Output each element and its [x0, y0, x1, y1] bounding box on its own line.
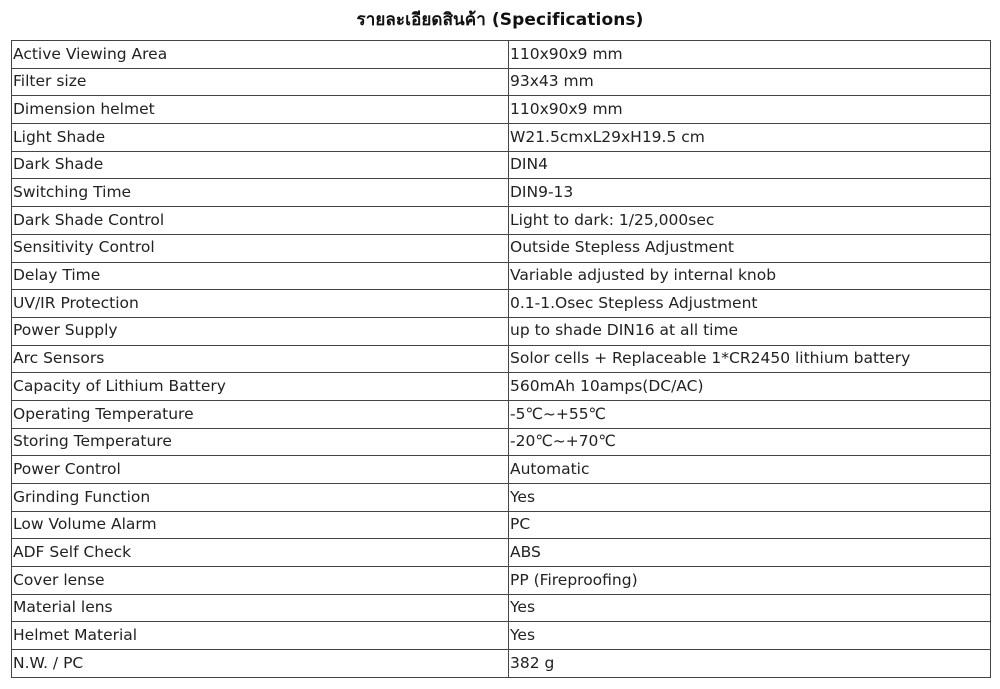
spec-label: Dark Shade Control: [12, 207, 509, 235]
table-row: [12, 622, 991, 650]
table-row: [12, 567, 991, 595]
spec-label: Arc Sensors: [12, 345, 509, 373]
spec-value: -5℃~+55℃: [509, 400, 991, 428]
spec-value: Yes: [509, 484, 991, 512]
table-row: [12, 179, 991, 207]
spec-value: Outside Stepless Adjustment: [509, 234, 991, 262]
spec-label: Power Control: [12, 456, 509, 484]
specifications-table: [11, 40, 991, 678]
spec-value: Solor cells + Replaceable 1*CR2450 lithium battery: [509, 345, 991, 373]
spec-label: Switching Time: [12, 179, 509, 207]
spec-value: DIN9-13: [509, 179, 991, 207]
table-row: [12, 650, 991, 678]
table-row: [12, 262, 991, 290]
table-row: [12, 428, 991, 456]
table-row: [12, 511, 991, 539]
spec-value: Yes: [509, 594, 991, 622]
table-row: [12, 290, 991, 318]
spec-value: Variable adjusted by internal knob: [509, 262, 991, 290]
spec-value: PC: [509, 511, 991, 539]
spec-value: DIN4: [509, 151, 991, 179]
spec-value: 110x90x9 mm: [509, 41, 991, 69]
spec-value: Light to dark: 1/25,000sec: [509, 207, 991, 235]
table-row: [12, 345, 991, 373]
table-row: [12, 96, 991, 124]
spec-value: up to shade DIN16 at all time: [509, 317, 991, 345]
spec-label: UV/IR Protection: [12, 290, 509, 318]
table-row: [12, 539, 991, 567]
spec-label: Dark Shade: [12, 151, 509, 179]
table-row: [12, 400, 991, 428]
spec-label: Cover lense: [12, 567, 509, 595]
table-row: [12, 484, 991, 512]
spec-value: W21.5cmxL29xH19.5 cm: [509, 124, 991, 152]
spec-label: Delay Time: [12, 262, 509, 290]
table-row: [12, 124, 991, 152]
spec-label: Helmet Material: [12, 622, 509, 650]
page-title: รายละเอียดสินค้า (Specifications): [356, 10, 644, 30]
table-row: [12, 41, 991, 69]
spec-label: ADF Self Check: [12, 539, 509, 567]
spec-label: Capacity of Lithium Battery: [12, 373, 509, 401]
spec-label: Filter size: [12, 68, 509, 96]
spec-value: Yes: [509, 622, 991, 650]
spec-label: Storing Temperature: [12, 428, 509, 456]
spec-label: Light Shade: [12, 124, 509, 152]
table-row: [12, 234, 991, 262]
spec-label: Sensitivity Control: [12, 234, 509, 262]
spec-label: Grinding Function: [12, 484, 509, 512]
table-row: [12, 317, 991, 345]
spec-value: -20℃~+70℃: [509, 428, 991, 456]
table-row: [12, 68, 991, 96]
spec-value: 0.1-1.Osec Stepless Adjustment: [509, 290, 991, 318]
spec-value: 560mAh 10amps(DC/AC): [509, 373, 991, 401]
spec-label: Operating Temperature: [12, 400, 509, 428]
spec-value: PP (Fireproofing): [509, 567, 991, 595]
table-row: [12, 151, 991, 179]
spec-label: Active Viewing Area: [12, 41, 509, 69]
spec-value: 93x43 mm: [509, 68, 991, 96]
table-row: [12, 207, 991, 235]
spec-value: ABS: [509, 539, 991, 567]
spec-label: Low Volume Alarm: [12, 511, 509, 539]
spec-label: N.W. / PC: [12, 650, 509, 678]
spec-label: Material lens: [12, 594, 509, 622]
spec-value: 382 g: [509, 650, 991, 678]
spec-value: Automatic: [509, 456, 991, 484]
table-row: [12, 373, 991, 401]
table-row: [12, 456, 991, 484]
table-row: [12, 594, 991, 622]
spec-label: Power Supply: [12, 317, 509, 345]
spec-label: Dimension helmet: [12, 96, 509, 124]
spec-value: 110x90x9 mm: [509, 96, 991, 124]
